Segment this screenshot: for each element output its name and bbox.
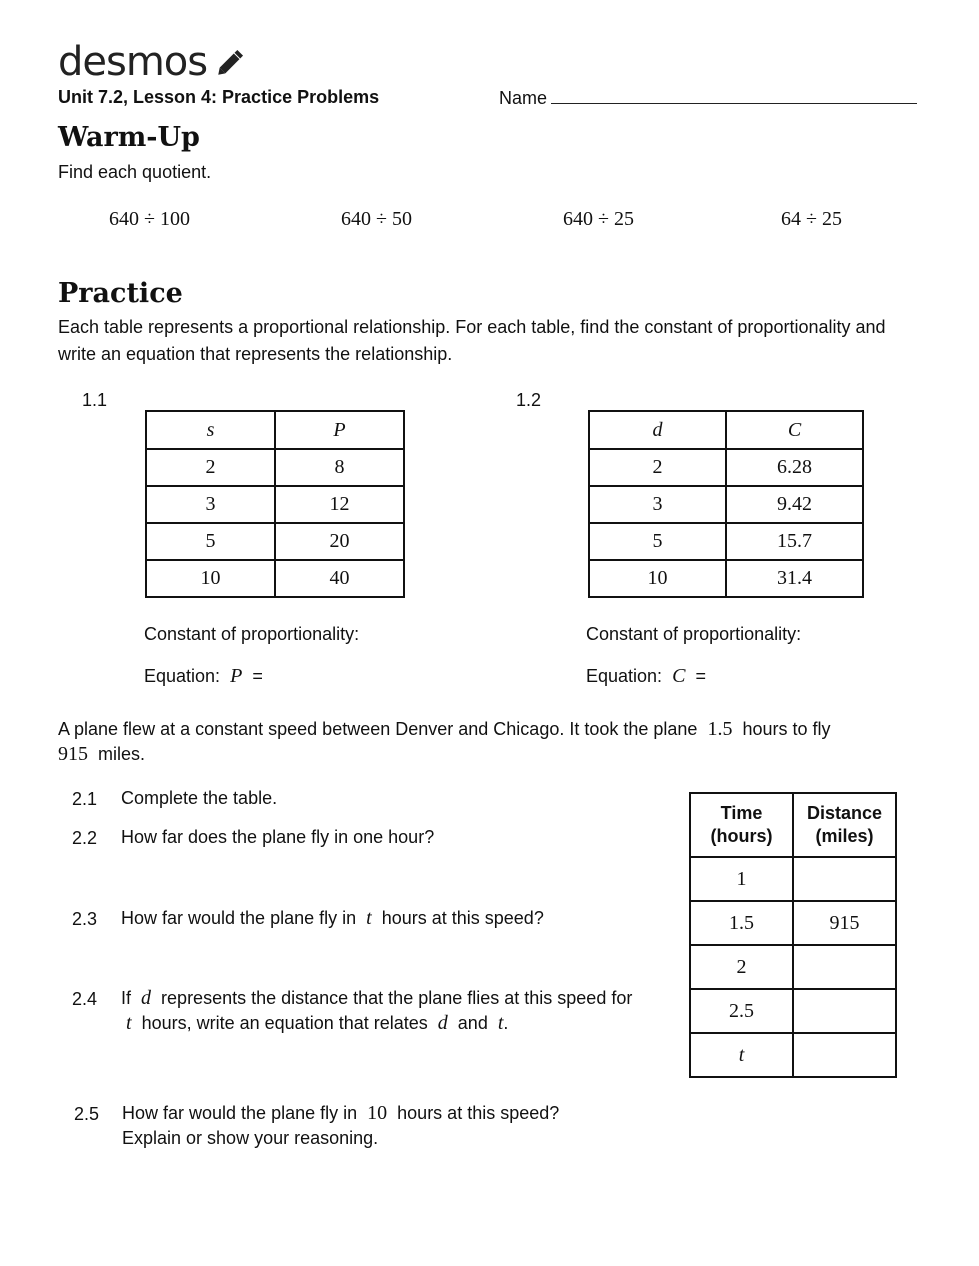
- equation-var: C: [672, 665, 686, 687]
- table-cell: 8: [275, 449, 404, 486]
- table-cell-blank[interactable]: [793, 1033, 896, 1077]
- plane-intro: [58, 717, 938, 767]
- equation-label: Equation:: [586, 666, 663, 686]
- question-number-2-4: 2.4: [72, 989, 98, 1009]
- table-cell-blank[interactable]: [793, 945, 896, 989]
- question-number-2-2: 2.2: [72, 828, 98, 848]
- logo-text: desmos: [58, 39, 208, 85]
- warmup-problem-1: 640 ÷ 100: [109, 208, 190, 230]
- warmup-problem-4: 64 ÷ 25: [781, 208, 842, 230]
- warmup-instruction: Find each quotient.: [58, 162, 212, 182]
- question-2-4: [121, 986, 681, 1036]
- num-10: 10: [367, 1102, 388, 1124]
- equation-equals: =: [252, 666, 263, 686]
- table-1-1: [145, 410, 405, 598]
- header-line: (hours): [710, 826, 773, 846]
- name-field[interactable]: [499, 87, 917, 109]
- question-2-1: Complete the table.: [121, 788, 278, 808]
- question-number-2-5: 2.5: [74, 1104, 100, 1124]
- problem-number-1-1: 1.1: [82, 390, 108, 410]
- table-cell: 20: [275, 523, 404, 560]
- table-cell-blank[interactable]: [793, 857, 896, 901]
- table-cell: 3: [146, 486, 275, 523]
- question-text: hours, write an equation that relates: [141, 1013, 428, 1033]
- table-cell: 5: [146, 523, 275, 560]
- intro-text: hours to fly: [742, 719, 831, 739]
- warmup-heading: Warm-Up: [58, 122, 200, 153]
- equation-equals: =: [695, 666, 706, 686]
- practice-heading: Practice: [58, 278, 183, 309]
- header-distance: [793, 793, 896, 857]
- warmup-problem-3: 640 ÷ 25: [563, 208, 634, 230]
- header-line: (miles): [815, 826, 874, 846]
- var-t: t: [497, 1012, 504, 1034]
- table-cell: 2: [589, 449, 726, 486]
- table-cell: 31.4: [726, 560, 863, 597]
- header-line: Time: [720, 803, 763, 823]
- question-text: and: [457, 1013, 488, 1033]
- header-time: [690, 793, 793, 857]
- question-2-2: How far does the plane fly in one hour?: [121, 827, 435, 847]
- practice-instruction: Each table represents a proportional relationship. For each table, find the constant of proportionality and write an equation that represents the relationship.: [58, 317, 886, 364]
- table-cell-blank[interactable]: [793, 989, 896, 1033]
- question-text: .: [503, 1013, 509, 1033]
- question-number-2-3: 2.3: [72, 909, 98, 929]
- table-cell: 915: [793, 901, 896, 945]
- table-cell: 5: [589, 523, 726, 560]
- table-header: C: [726, 411, 863, 449]
- question-text: How far would the plane fly in: [121, 908, 357, 928]
- question-2-5: [122, 1101, 559, 1151]
- unit-title: Unit 7.2, Lesson 4: Practice Problems: [58, 87, 380, 107]
- table-header: s: [146, 411, 275, 449]
- table-header: P: [275, 411, 404, 449]
- equation-1-2: [586, 665, 706, 688]
- table-1-2: [588, 410, 864, 598]
- table-cell: 1: [690, 857, 793, 901]
- table-cell: 9.42: [726, 486, 863, 523]
- var-t: t: [366, 907, 372, 929]
- equation-1-1: [144, 665, 263, 688]
- table-cell: t: [690, 1033, 793, 1077]
- table-cell: 10: [146, 560, 275, 597]
- question-2-3: [121, 906, 544, 931]
- var-d: d: [141, 987, 152, 1009]
- table-header: d: [589, 411, 726, 449]
- question-text: represents the distance that the plane flies at this speed for: [161, 988, 633, 1008]
- var-t: t: [126, 1012, 132, 1034]
- plane-table: [689, 792, 897, 1078]
- question-number-2-1: 2.1: [72, 789, 98, 809]
- constant-label-1-2: Constant of proportionality:: [586, 624, 802, 644]
- warmup-problem-2: 640 ÷ 50: [341, 208, 412, 230]
- pencil-icon: [215, 46, 247, 78]
- intro-hours: 1.5: [707, 718, 733, 740]
- var-d: d: [437, 1012, 448, 1034]
- question-text: If: [121, 988, 132, 1008]
- equation-var: P: [230, 665, 243, 687]
- header-line: Distance: [806, 803, 883, 823]
- equation-label: Equation:: [144, 666, 221, 686]
- table-cell: 10: [589, 560, 726, 597]
- table-cell: 2: [146, 449, 275, 486]
- table-cell: 15.7: [726, 523, 863, 560]
- question-text: hours at this speed?: [381, 908, 544, 928]
- desmos-logo: [58, 40, 247, 84]
- intro-miles: 915: [58, 743, 88, 765]
- question-text: Explain or show your reasoning.: [122, 1128, 379, 1148]
- question-text: hours at this speed?: [397, 1103, 560, 1123]
- constant-label-1-1: Constant of proportionality:: [144, 624, 360, 644]
- table-cell: 12: [275, 486, 404, 523]
- table-cell: 1.5: [690, 901, 793, 945]
- table-cell: 2.5: [690, 989, 793, 1033]
- table-cell: 3: [589, 486, 726, 523]
- intro-text: A plane flew at a constant speed between Denver and Chicago. It took the plane: [58, 719, 698, 739]
- intro-text: miles.: [98, 744, 146, 764]
- problem-number-1-2: 1.2: [516, 390, 542, 410]
- name-label: Name: [499, 88, 548, 108]
- table-cell: 40: [275, 560, 404, 597]
- table-cell: 2: [690, 945, 793, 989]
- name-line[interactable]: [551, 87, 917, 104]
- question-text: How far would the plane fly in: [122, 1103, 358, 1123]
- table-cell: 6.28: [726, 449, 863, 486]
